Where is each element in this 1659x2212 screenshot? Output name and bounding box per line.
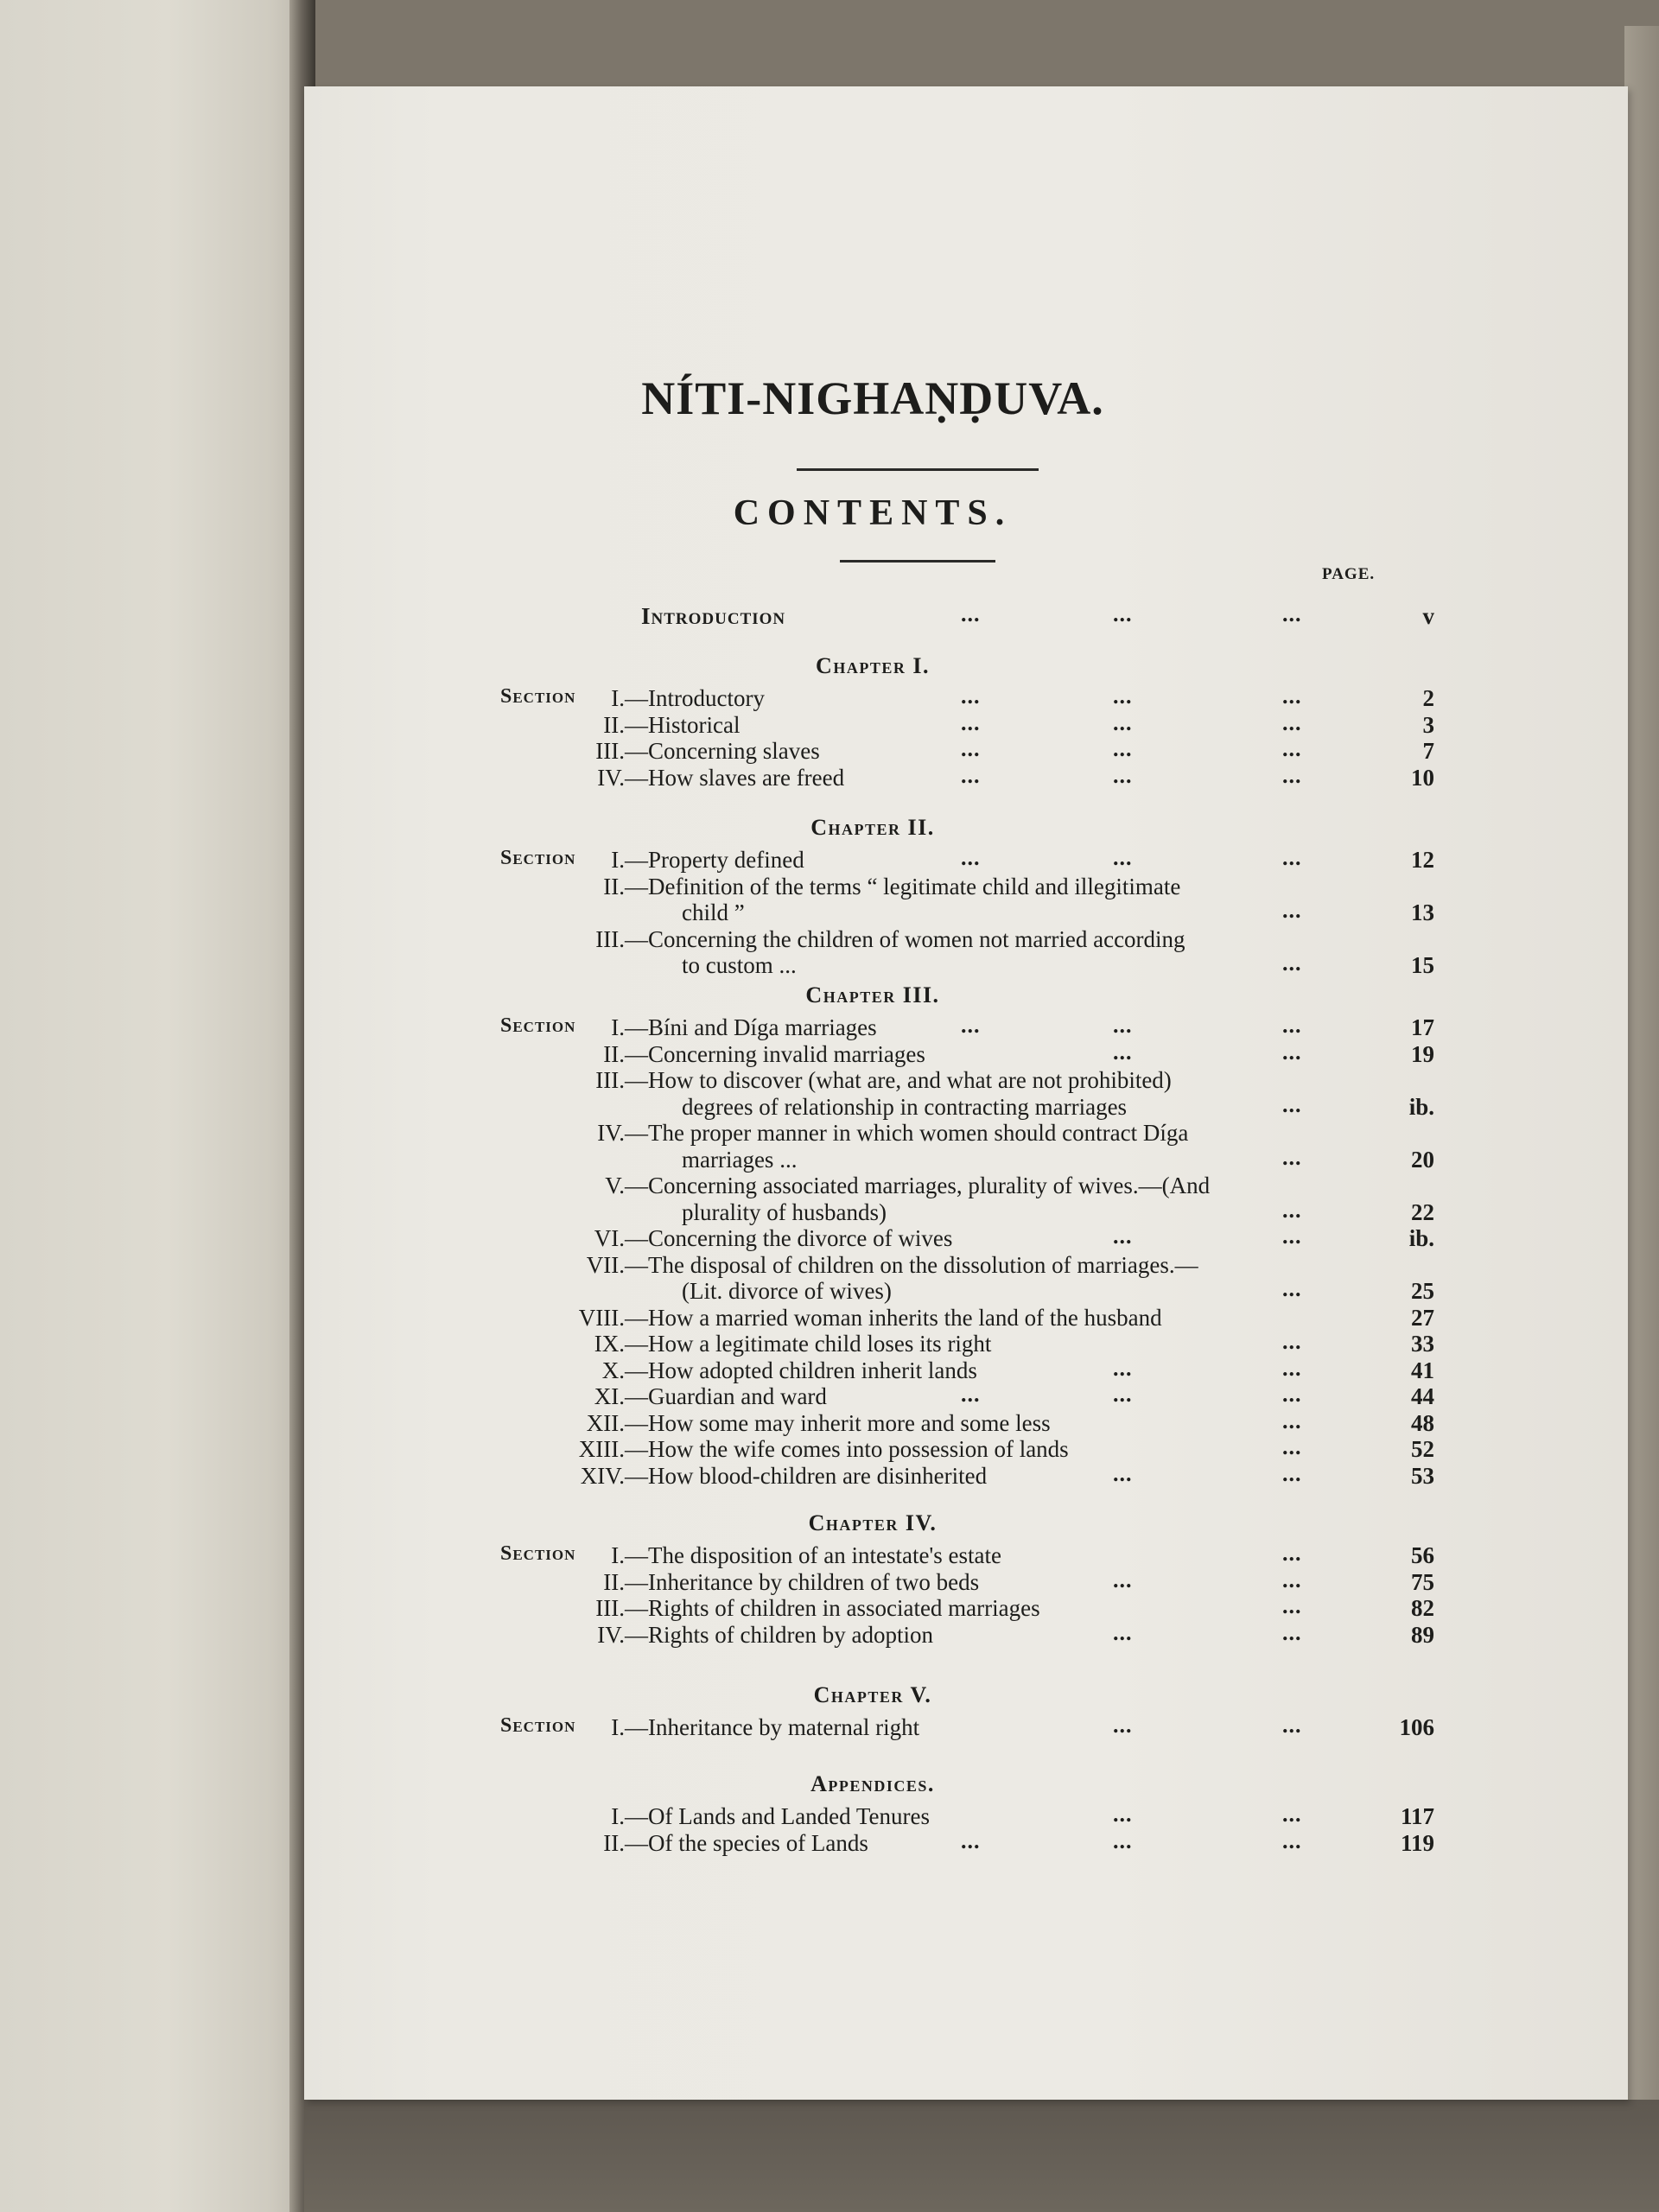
section-number: I.— <box>611 1714 648 1740</box>
page-number: 52 <box>1411 1436 1434 1462</box>
page-number: 17 <box>1411 1014 1434 1040</box>
section-word: Section <box>500 1014 576 1037</box>
page-number: 33 <box>1411 1331 1434 1357</box>
page-number: 13 <box>1411 899 1434 925</box>
leader-dots: ... <box>1113 1460 1133 1486</box>
section-title: The disposal of children on the dissolution of marriages.— <box>648 1251 1198 1278</box>
section-number: II.— <box>603 1829 648 1856</box>
page-number: 89 <box>1411 1621 1434 1648</box>
section-number: IV.— <box>597 1120 648 1146</box>
section-number: II.— <box>603 711 648 738</box>
cover-edge <box>1624 26 1659 2100</box>
section-number: I.— <box>611 1014 648 1040</box>
section-number: II.— <box>603 1040 648 1067</box>
book-title: NÍTI-NIGHAṆḌUVA. <box>641 372 1104 424</box>
section-number: III.— <box>595 1595 648 1621</box>
page-number: 7 <box>1422 738 1434 764</box>
section-number: VII.— <box>586 1251 648 1278</box>
section-title-continued: to custom ... <box>682 952 797 978</box>
page-number: v <box>1422 603 1434 629</box>
leader-dots: ... <box>1282 1091 1302 1117</box>
section-title: Rights of children in associated marriages <box>648 1595 1040 1621</box>
section-title: Concerning associated marriages, plurality of wives.—(And <box>648 1173 1211 1198</box>
section-number: II.— <box>603 873 648 899</box>
page-column-heading: PAGE. <box>1322 565 1376 583</box>
section-number: XIII.— <box>578 1436 648 1462</box>
section-number: I.— <box>611 1542 648 1568</box>
section-word: Section <box>500 685 576 708</box>
section-title: Concerning slaves <box>648 738 820 764</box>
page-number: 82 <box>1411 1595 1434 1621</box>
leader-dots: ... <box>1282 1713 1302 1738</box>
page-number: 22 <box>1411 1198 1434 1225</box>
section-word: Section <box>500 847 576 869</box>
page-number: 19 <box>1411 1040 1434 1067</box>
section-number: IV.— <box>597 764 648 791</box>
leader-dots: ... <box>1282 1224 1302 1249</box>
leader-dots: ... <box>1282 762 1302 788</box>
leader-dots: ... <box>1282 1541 1302 1566</box>
contents-page <box>304 86 1628 2100</box>
leader-dots: ... <box>961 736 981 761</box>
section-number: III.— <box>595 925 648 952</box>
section-number: IX.— <box>594 1331 648 1357</box>
page-number: 75 <box>1411 1568 1434 1595</box>
section-title: Of the species of Lands <box>648 1829 868 1856</box>
leader-dots: ... <box>1113 1827 1133 1853</box>
section-number: I.— <box>611 1803 648 1829</box>
page-number: 56 <box>1411 1542 1434 1568</box>
page-number: ib. <box>1408 1093 1434 1120</box>
leader-dots: ... <box>1113 1224 1133 1249</box>
page-number: 10 <box>1411 764 1434 791</box>
leader-dots: ... <box>1282 1144 1302 1170</box>
section-title: Introductory <box>648 685 765 711</box>
leader-dots: ... <box>1282 1434 1302 1459</box>
page-number: 44 <box>1411 1383 1434 1409</box>
page-number: 117 <box>1400 1803 1434 1829</box>
section-title: The proper manner in which women should contract Díga <box>648 1120 1189 1146</box>
section-number: I.— <box>611 847 648 873</box>
section-number: I.— <box>611 685 648 711</box>
leader-dots: ... <box>1282 736 1302 761</box>
leader-dots: ... <box>1113 1013 1133 1038</box>
leader-dots: ... <box>1113 1355 1133 1381</box>
section-title: Historical <box>648 711 741 738</box>
page-number: 53 <box>1411 1462 1434 1489</box>
leader-dots: ... <box>961 762 981 788</box>
page-number: 119 <box>1400 1829 1434 1856</box>
facing-page <box>0 0 307 2212</box>
page-number: 41 <box>1411 1357 1434 1383</box>
page-number: ib. <box>1408 1225 1434 1251</box>
section-title: Property defined <box>648 847 804 873</box>
section-number: XIV.— <box>580 1462 648 1489</box>
section-title-continued: child ” <box>682 899 745 925</box>
leader-dots: ... <box>1282 1197 1302 1223</box>
page-number: 12 <box>1411 847 1434 873</box>
leader-dots: ... <box>1282 1382 1302 1407</box>
leader-dots: ... <box>1282 1593 1302 1618</box>
section-title: Guardian and ward <box>648 1383 827 1409</box>
page-number: 15 <box>1411 952 1434 978</box>
section-title: Concerning the divorce of wives <box>648 1225 953 1251</box>
introduction-label: Introduction <box>641 603 786 629</box>
leader-dots: ... <box>1282 898 1302 923</box>
section-title: How blood-children are disinherited <box>648 1462 988 1489</box>
leader-dots: ... <box>1282 1013 1302 1038</box>
section-title-continued: marriages ... <box>682 1146 798 1173</box>
leader-dots: ... <box>1113 1039 1133 1065</box>
section-title: How a legitimate child loses its right <box>648 1331 992 1357</box>
section-title-continued: (Lit. divorce of wives) <box>682 1278 892 1304</box>
section-title: How slaves are freed <box>648 764 845 791</box>
section-title: Inheritance by children of two beds <box>648 1568 980 1595</box>
leader-dots: ... <box>1282 1827 1302 1853</box>
leader-dots: ... <box>961 601 981 626</box>
section-number: III.— <box>595 738 648 764</box>
contents-heading: CONTENTS. <box>733 493 1013 533</box>
section-number: XI.— <box>594 1383 648 1409</box>
page-number: 3 <box>1422 711 1434 738</box>
chapter-heading: Chapter III. <box>805 982 940 1007</box>
section-word: Section <box>500 1714 576 1737</box>
section-title: How adopted children inherit lands <box>648 1357 977 1383</box>
leader-dots: ... <box>961 845 981 870</box>
section-title: How a married woman inherits the land of the husband <box>648 1304 1162 1331</box>
contents-rule <box>840 560 995 563</box>
leader-dots: ... <box>1113 762 1133 788</box>
leader-dots: ... <box>961 683 981 709</box>
page-number: 106 <box>1399 1714 1434 1740</box>
leader-dots: ... <box>1282 709 1302 735</box>
leader-dots: ... <box>961 1013 981 1038</box>
page-number: 25 <box>1411 1278 1434 1304</box>
section-number: IV.— <box>597 1621 648 1648</box>
section-number: V.— <box>605 1173 648 1198</box>
leader-dots: ... <box>1282 1039 1302 1065</box>
leader-dots: ... <box>1282 1408 1302 1433</box>
leader-dots: ... <box>1113 709 1133 735</box>
chapter-heading: Chapter I. <box>816 653 930 678</box>
section-title: The disposition of an intestate's estate <box>648 1542 1002 1568</box>
page-number: 20 <box>1411 1146 1434 1173</box>
section-title: Rights of children by adoption <box>648 1621 933 1648</box>
leader-dots: ... <box>1282 1802 1302 1827</box>
table-surface <box>304 2100 1659 2212</box>
section-title: How some may inherit more and some less <box>648 1409 1051 1436</box>
section-number: X.— <box>601 1357 648 1383</box>
page-number: 48 <box>1411 1409 1434 1436</box>
leader-dots: ... <box>961 1827 981 1853</box>
leader-dots: ... <box>1113 1802 1133 1827</box>
section-number: XII.— <box>586 1409 648 1436</box>
section-title: Inheritance by maternal right <box>648 1714 920 1740</box>
section-number: II.— <box>603 1568 648 1595</box>
leader-dots: ... <box>1113 1382 1133 1407</box>
section-title-continued: plurality of husbands) <box>682 1198 887 1225</box>
leader-dots: ... <box>1113 1619 1133 1645</box>
section-title: How to discover (what are, and what are not prohibited) <box>648 1067 1172 1093</box>
leader-dots: ... <box>1282 1619 1302 1645</box>
leader-dots: ... <box>1113 1713 1133 1738</box>
leader-dots: ... <box>1282 1329 1302 1354</box>
leader-dots: ... <box>1282 950 1302 976</box>
section-title: Bíni and Díga marriages <box>648 1014 877 1040</box>
section-number: III.— <box>595 1067 648 1093</box>
leader-dots: ... <box>1282 601 1302 626</box>
section-number: VI.— <box>594 1225 648 1251</box>
chapter-heading: Appendices. <box>810 1771 935 1796</box>
leader-dots: ... <box>1113 601 1133 626</box>
section-number: VIII.— <box>578 1304 648 1331</box>
section-title: Of Lands and Landed Tenures <box>648 1803 931 1829</box>
section-title: Concerning invalid marriages <box>648 1040 925 1067</box>
leader-dots: ... <box>1113 845 1133 870</box>
page-number: 2 <box>1422 685 1434 711</box>
section-title: Concerning the children of women not married according <box>648 925 1185 952</box>
leader-dots: ... <box>1282 1276 1302 1301</box>
leader-dots: ... <box>1282 1355 1302 1381</box>
leader-dots: ... <box>1282 1460 1302 1486</box>
chapter-heading: Chapter IV. <box>808 1510 938 1535</box>
leader-dots: ... <box>1113 736 1133 761</box>
section-word: Section <box>500 1542 576 1565</box>
leader-dots: ... <box>961 709 981 735</box>
leader-dots: ... <box>1282 683 1302 709</box>
leader-dots: ... <box>1113 1567 1133 1592</box>
chapter-heading: Chapter V. <box>813 1682 932 1707</box>
section-title-continued: degrees of relationship in contracting marriages <box>682 1093 1128 1120</box>
page-number: 27 <box>1411 1304 1434 1331</box>
section-title: How the wife comes into possession of lands <box>648 1436 1069 1462</box>
leader-dots: ... <box>961 1382 981 1407</box>
section-title: Definition of the terms “ legitimate child and illegitimate <box>648 873 1181 899</box>
leader-dots: ... <box>1113 683 1133 709</box>
leader-dots: ... <box>1282 1567 1302 1592</box>
chapter-heading: Chapter II. <box>810 815 935 840</box>
leader-dots: ... <box>1282 845 1302 870</box>
title-rule <box>797 468 1039 471</box>
